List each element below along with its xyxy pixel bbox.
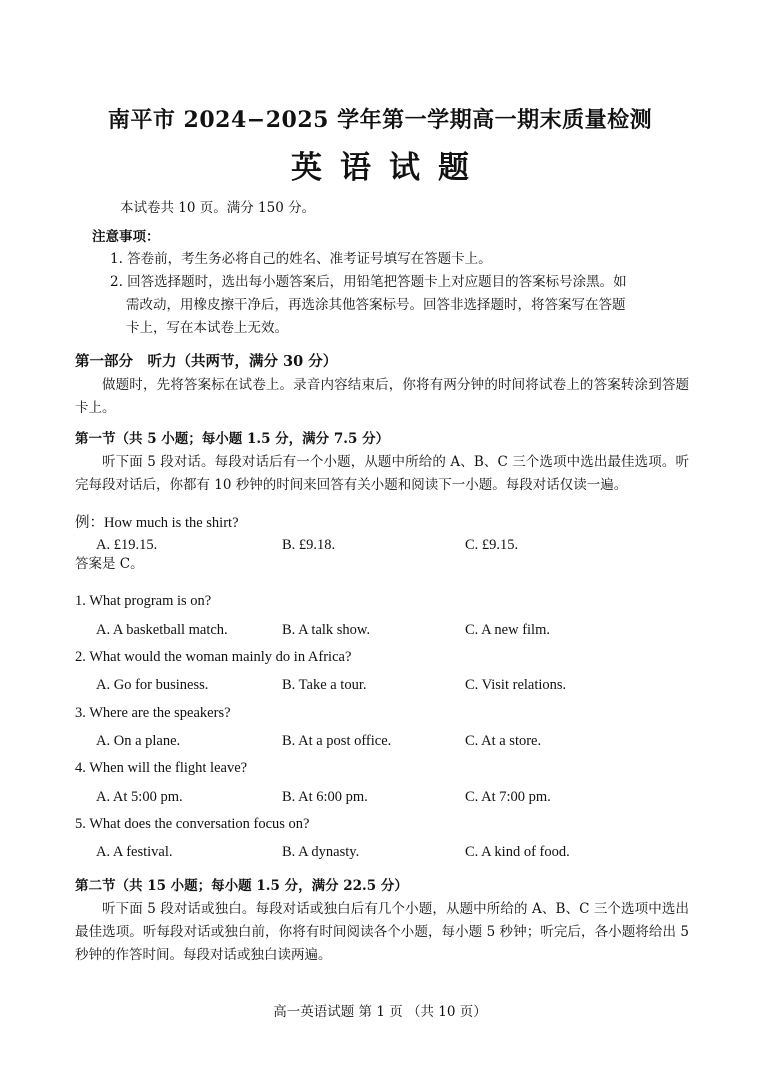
note-item-2-cont2: 卡上，写在本试卷上无效。 [126,320,288,336]
question-5: 5. What does the conversation focus on? [75,816,310,832]
q4-option-b: B. At 6:00 pm. [282,789,368,805]
section2-heading: 第二节（共 15 小题；每小题 1.5 分，满分 22.5 分） [75,878,408,894]
question-3: 3. Where are the speakers? [75,705,231,721]
q3-option-c: C. At a store. [465,733,542,749]
section2-instructions: 听下面 5 段对话或独白。每段对话或独白后有几个小题，从题中所给的 A、B、C 三个选项中选出最佳选项。听每段对话或独白前，你将有时间阅读各个小题，每小题 5 秒钟；听完后，各小题将给出 5 秒钟的作答时间。每段对话或独白读两遍。 [75,901,689,963]
page-footer: 高一英语试题 第 1 页 （共 10 页） [273,1004,487,1020]
notes-heading: 注意事项： [92,229,160,245]
q5-option-b: B. A dynasty. [282,844,360,860]
example-question: 例：How much is the shirt? [75,515,239,531]
q5-option-c: C. A kind of food. [465,844,570,860]
section1-instructions: 听下面 5 段对话。每段对话后有一个小题，从题中所给的 A、B、C 三个选项中选出最佳选项。听完每段对话后，你都有 10 秒钟的时间来回答有关小题和阅读下一小题。每段对话仅读一遍。 [75,454,689,493]
example-answer: 答案是 C。 [75,556,144,572]
note-item-2: 2. 回答选择题时，选出每小题答案后，用铅笔把答题卡上对应题目的答案标号涂黑。如 [110,274,627,290]
exam-subtitle: 英语试题 [291,150,487,186]
question-4: 4. When will the flight leave? [75,760,248,776]
question-1: 1. What program is on? [75,593,212,609]
note-item-2-cont: 需改动，用橡皮擦干净后，再选涂其他答案标号。回答非选择题时，将答案写在答题 [126,297,626,313]
q4-option-c: C. At 7:00 pm. [465,789,551,805]
exam-title: 南平市 2024−2025 学年第一学期高一期末质量检测 [107,107,653,133]
q1-option-a: A. A basketball match. [96,622,228,638]
q1-option-b: B. A talk show. [282,622,371,638]
question-2: 2. What would the woman mainly do in Africa? [75,649,352,665]
q5-option-a: A. A festival. [96,844,173,860]
q2-option-b: B. Take a tour. [282,677,367,693]
q1-option-c: C. A new film. [465,622,550,638]
q3-option-b: B. At a post office. [282,733,392,749]
part1-heading: 第一部分 听力（共两节，满分 30 分） [75,353,338,370]
section1-heading: 第一节（共 5 小题；每小题 1.5 分，满分 7.5 分） [75,431,390,447]
q2-option-c: C. Visit relations. [465,677,567,693]
q2-option-a: A. Go for business. [96,677,209,693]
example-option-c: C. £9.15. [465,537,519,553]
example-option-b: B. £9.18. [282,537,336,553]
note-item-1: 1. 答卷前，考生务必将自己的姓名、准考证号填写在答题卡上。 [110,251,492,267]
part1-instructions: 做题时，先将答案标在试卷上。录音内容结束后，你将有两分钟的时间将试卷上的答案转涂到答题卡上。 [75,377,689,416]
q4-option-a: A. At 5:00 pm. [96,789,183,805]
example-option-a: A. £19.15. [96,537,158,553]
q3-option-a: A. On a plane. [96,733,181,749]
intro-text: 本试卷共 10 页。满分 150 分。 [120,200,316,216]
